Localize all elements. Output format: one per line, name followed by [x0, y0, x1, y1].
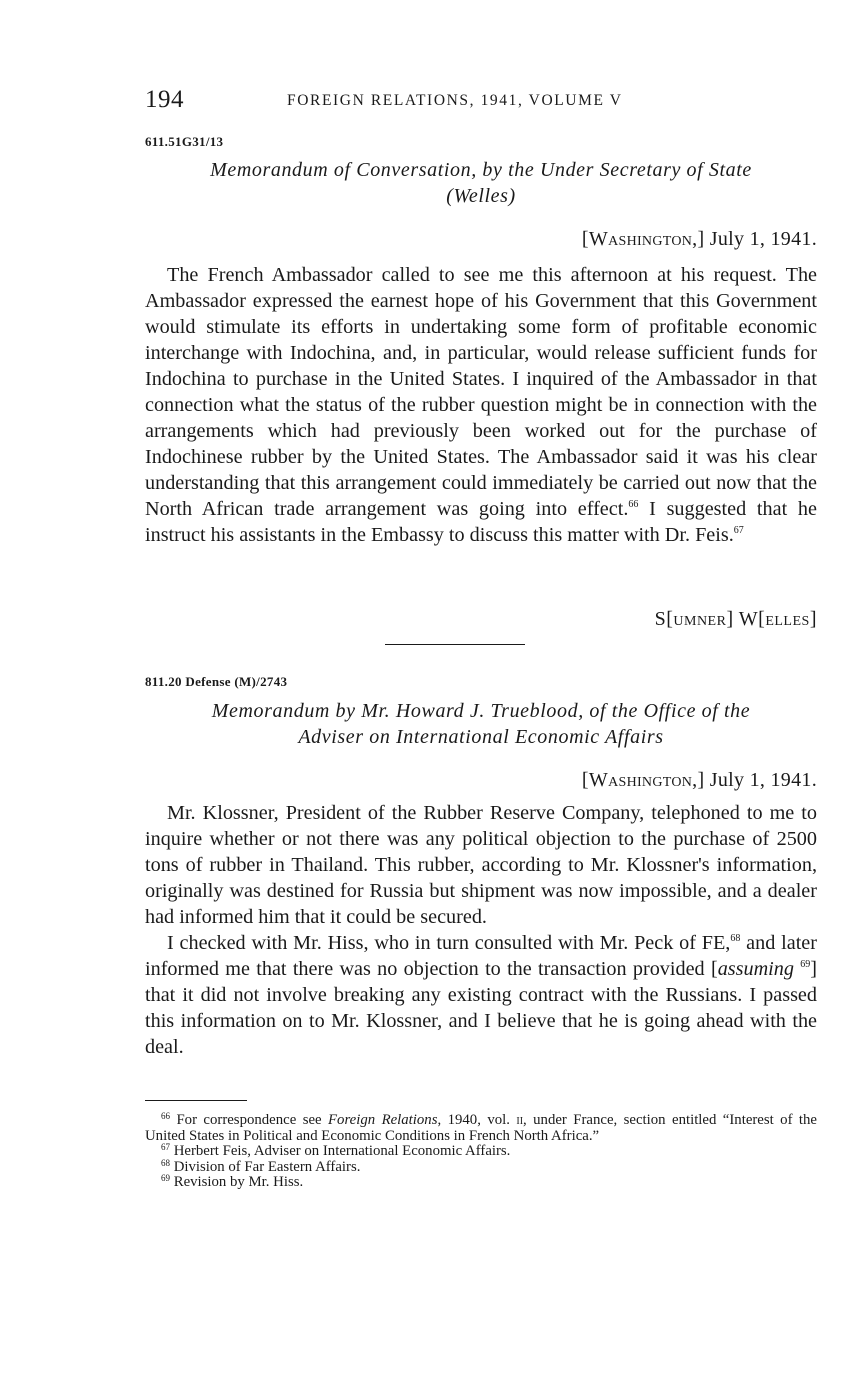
- title-line: (Welles): [446, 185, 516, 207]
- footnote-text: , 1940, vol.: [437, 1112, 517, 1128]
- footnote-number: 69: [161, 1173, 170, 1183]
- footnote-volume: ii: [516, 1112, 524, 1128]
- paragraph: Mr. Klossner, President of the Rubber Reserve Company, telephoned to me to inquire whether or not there was any political objection to the purchase of 2500 tons of rubber in Thailand. This rubber, according to Mr. Klossner's information, originally was destined for Russia but shipment was now impossible, and a dealer had informed him that it could be secured.: [145, 802, 817, 928]
- paragraph: [145, 262, 817, 548]
- signature: S[umner] W[elles]: [654, 608, 817, 630]
- footnote-text: Herbert Feis, Adviser on International Economic Affairs.: [173, 1143, 511, 1159]
- paragraph-text: I suggested that he instruct his assistants in the Embassy to discuss this matter with Dr. Feis.: [145, 498, 817, 546]
- footnote-text: Revision by Mr. Hiss.: [173, 1174, 304, 1190]
- footnote-text: For correspondence see: [176, 1112, 329, 1128]
- footnote-number: 67: [161, 1142, 170, 1152]
- footnote-text: Division of Far Eastern Affairs.: [173, 1158, 361, 1175]
- dateline-date: July 1, 1941.: [704, 769, 817, 791]
- footnote: [145, 1175, 817, 1191]
- running-head: FOREIGN RELATIONS, 1941, VOLUME V: [287, 92, 623, 109]
- footnote-ref: 67: [733, 525, 744, 536]
- paragraph-text: The French Ambassador called to see me this afternoon at his request. The Ambassador expressed the earnest hope of his Government that this Government would stimulate its efforts in undertaking some form of profitable economic interchange with Indochina, and, in particular, would release sufficient funds for Indochina to purchase in the United States. I inquired of the Ambassador in that connection what the status of the rubber question might be in connection with the arrangements which had previously been worked out for the purchase of Indochinese rubber by the United States. The Ambassador said it was his clear understanding that this arrangement could immediately be carried out now that the North African trade arrangement was going into effect.: [145, 264, 817, 520]
- memo-body: [145, 800, 817, 1060]
- footnote: [145, 1113, 817, 1144]
- footnote: [145, 1144, 817, 1160]
- memo-body: [145, 262, 817, 548]
- dateline-date: July 1, 1941.: [704, 228, 817, 250]
- paragraph: [145, 930, 817, 1060]
- page-header: [145, 86, 817, 116]
- paragraph-text: ] that it did not involve breaking any existing contract with the Russians. I passed this information on to Mr. Klossner, and I believe that he is going ahead with the deal.: [145, 958, 818, 1058]
- dateline: [Washington,] July 1, 1941.: [581, 769, 817, 791]
- dateline-place: Washington,: [588, 228, 698, 250]
- italic-text: assuming: [717, 958, 794, 980]
- document-title: [145, 157, 817, 209]
- footnote-number: 68: [161, 1157, 170, 1168]
- signature-initial: W: [738, 608, 759, 630]
- footnote-ref: 68: [730, 933, 741, 944]
- footnote-number: 66: [161, 1111, 170, 1121]
- document-title: [145, 698, 817, 750]
- file-number: 611.51G31/13: [145, 134, 224, 149]
- dateline: [Washington,] July 1, 1941.: [581, 228, 817, 250]
- file-number: 811.20 Defense (M)/2743: [145, 674, 288, 689]
- footnote-divider: [145, 1100, 247, 1101]
- signature-part: umner: [673, 608, 727, 630]
- paragraph-text: I checked with Mr. Hiss, who in turn consulted with Mr. Peck of FE,: [167, 932, 731, 954]
- paragraph-text: and later informed me that there was no objection to the transaction provided [: [145, 932, 817, 980]
- signature-initial: S: [654, 608, 667, 630]
- section-divider: [385, 644, 525, 645]
- footnotes: [145, 1113, 817, 1191]
- footnote-ref: 69: [800, 959, 811, 970]
- footnote-text: , under France, section entitled “Interest of the United States in Political and Economic Conditions in French North Africa.”: [145, 1112, 818, 1144]
- title-line: Memorandum of Conversation, by the Under Secretary of State: [210, 159, 752, 181]
- footnote-ref: 66: [628, 499, 639, 510]
- page-number: 194: [145, 86, 184, 113]
- title-line: Adviser on International Economic Affairs: [298, 726, 664, 748]
- title-line: Memorandum by Mr. Howard J. Trueblood, of the Office of the: [211, 700, 751, 722]
- dateline-place: Washington,: [588, 769, 698, 791]
- footnote: [145, 1157, 817, 1176]
- footnote-italic: Foreign Relations: [328, 1112, 438, 1128]
- signature-part: elles: [765, 608, 810, 630]
